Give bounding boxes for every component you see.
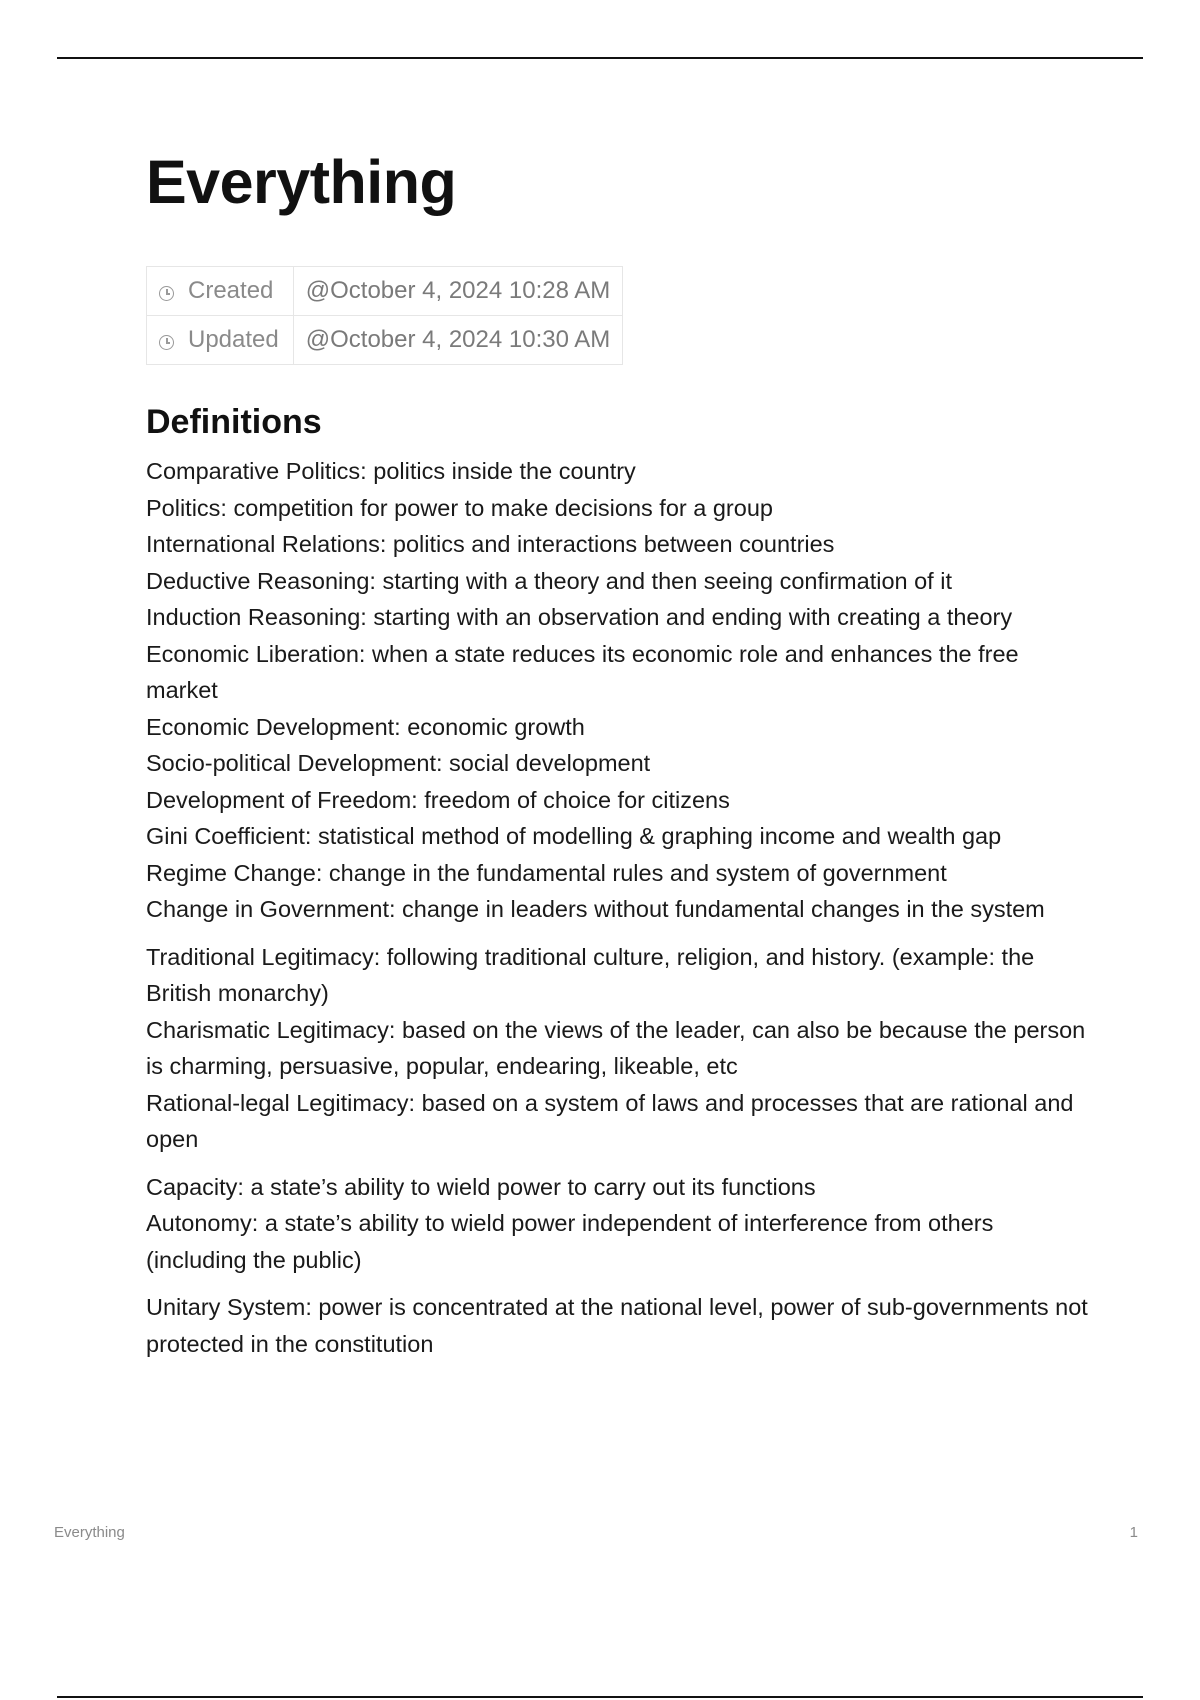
definition-line: Induction Reasoning: starting with an observation and ending with creating a theory [146, 604, 1013, 630]
definition-line: Capacity: a state’s ability to wield power to carry out its functions [146, 1173, 816, 1200]
definitions-paragraph-4 [146, 1289, 1096, 1362]
property-value[interactable]: @October 4, 2024 10:28 AM [293, 267, 623, 316]
definition-line: Change in Government: change in leaders without fundamental changes in the system [146, 896, 1045, 922]
definition-line: Traditional Legitimacy: following traditional culture, religion, and history. (example: the British monarchy) [146, 943, 1035, 1006]
property-label: Created [188, 277, 274, 304]
definition-line: Charismatic Legitimacy: based on the views of the leader, can also be because the person is charming, persuasive, popular, endearing, likeable, etc [146, 1016, 1086, 1079]
property-value[interactable]: @October 4, 2024 10:30 AM [293, 316, 623, 365]
definition-line: Autonomy: a state’s ability to wield power independent of interference from others (including the public) [146, 1210, 994, 1273]
definition-line: Politics: competition for power to make decisions for a group [146, 494, 773, 521]
definition-line: Development of Freedom: freedom of choice for citizens [146, 786, 730, 813]
properties-table [146, 266, 623, 365]
footer-page-number: 1 [1129, 1524, 1138, 1541]
definition-line: Economic Liberation: when a state reduces its economic role and enhances the free market [146, 640, 1019, 703]
property-key [147, 267, 294, 316]
property-key [147, 316, 294, 365]
definition-line: Socio-political Development: social development [146, 750, 651, 776]
section-heading: Definitions [146, 403, 322, 441]
page-content [146, 140, 1096, 1373]
definition-line: International Relations: politics and interactions between countries [146, 531, 835, 557]
definitions-paragraph-2 [146, 939, 1096, 1158]
definition-line: Deductive Reasoning: starting with a theory and then seeing confirmation of it [146, 567, 952, 594]
definition-line: Unitary System: power is concentrated at the national level, power of sub-governments not protected in the constitution [146, 1294, 1088, 1357]
bottom-rule [57, 1696, 1143, 1698]
property-label: Updated [188, 326, 279, 353]
page-title: Everything [146, 148, 457, 216]
definition-line: Regime Change: change in the fundamental rules and system of government [146, 859, 947, 886]
definitions-paragraph-3 [146, 1169, 1096, 1279]
top-rule [57, 57, 1143, 59]
definition-line: Comparative Politics: politics inside the country [146, 458, 636, 484]
definition-line: Gini Coefficient: statistical method of modelling & graphing income and wealth gap [146, 823, 1002, 849]
clock-icon [159, 335, 174, 350]
property-row-created [147, 267, 623, 316]
clock-icon [159, 286, 174, 301]
property-row-updated [147, 316, 623, 365]
definitions-paragraph-1 [146, 453, 1096, 928]
footer-document-title: Everything [54, 1524, 125, 1541]
definition-line: Economic Development: economic growth [146, 713, 585, 740]
definition-line: Rational-legal Legitimacy: based on a system of laws and processes that are rational and open [146, 1089, 1074, 1152]
